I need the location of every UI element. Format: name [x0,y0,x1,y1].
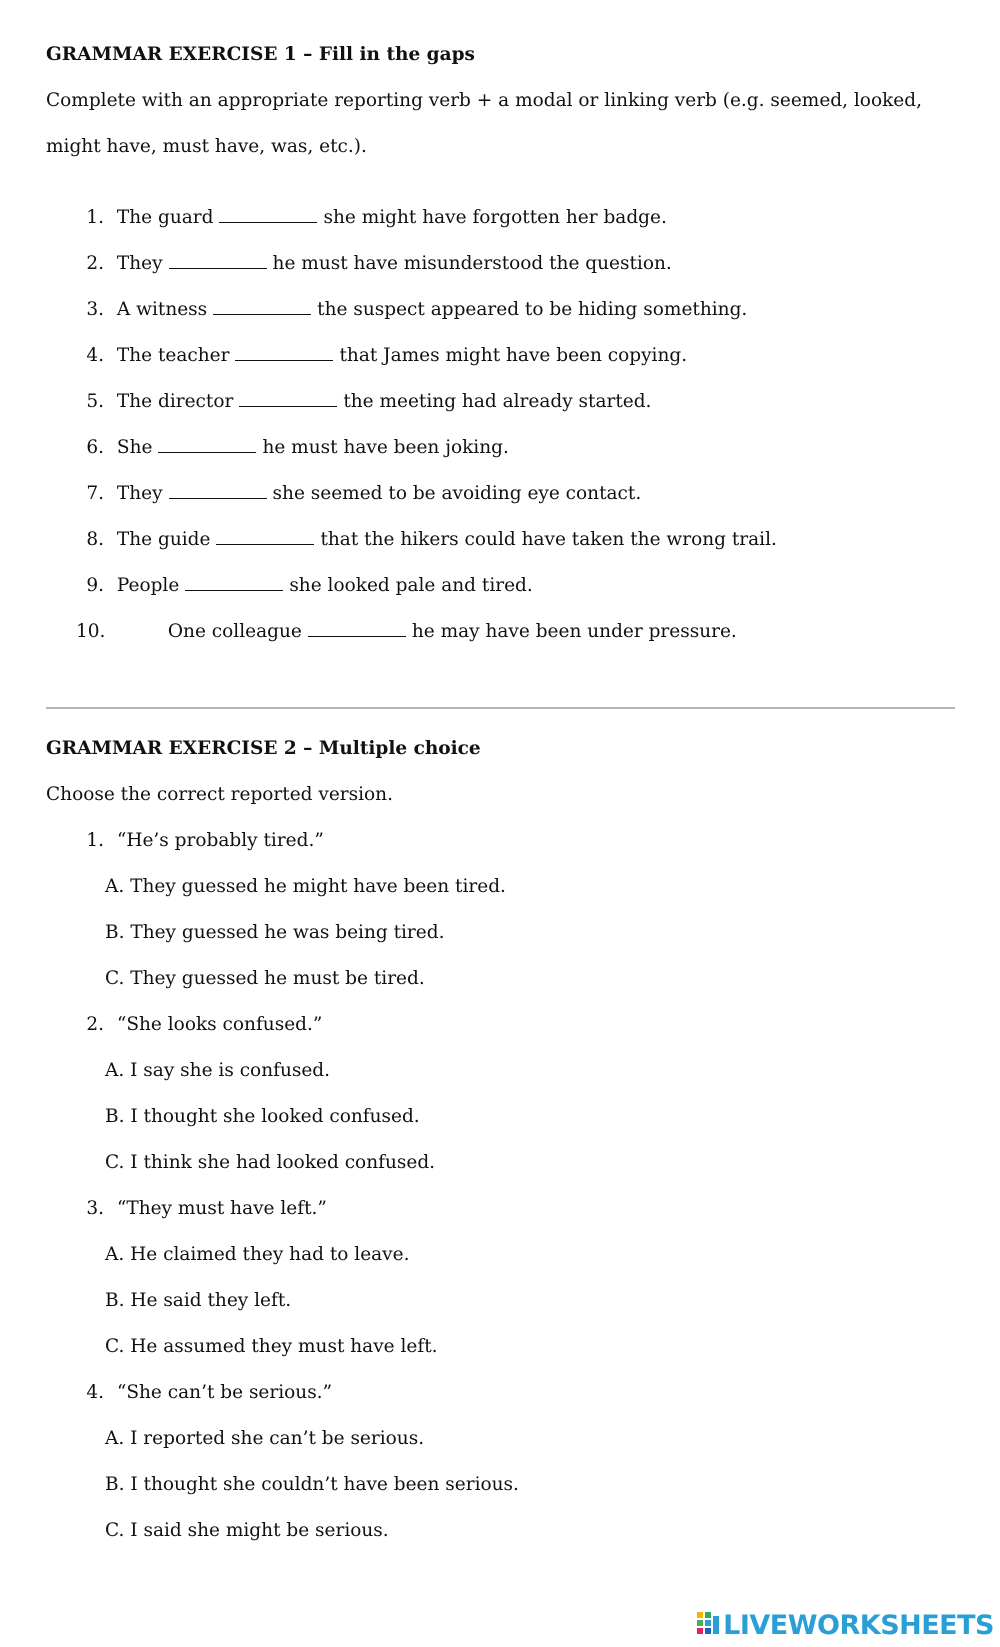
mc-option-a[interactable]: A. He claimed they had to leave. [105,1244,410,1265]
mc-option-b[interactable]: B. They guessed he was being tired. [105,922,445,943]
answer-blank[interactable] [219,206,317,223]
item-text-after: she seemed to be avoiding eye contact. [272,483,642,504]
item-text-before: One colleague [167,621,302,642]
item-number: 6. [86,437,104,458]
mc-option-b[interactable]: B. He said they left. [105,1290,292,1311]
liveworksheets-brand: LIVEWORKSHEETS [723,1609,994,1641]
answer-blank[interactable] [169,252,267,269]
question-number: 1. [86,830,104,851]
answer-blank[interactable] [216,528,314,545]
item-text-after: that the hikers could have taken the wrong trail. [320,529,777,550]
item-text-before: They [116,253,163,274]
mc-question [76,1198,327,1219]
question-quote: “She looks confused.” [116,1014,323,1035]
answer-blank[interactable] [158,436,256,453]
fill-item [76,482,641,504]
question-number: 3. [86,1198,104,1219]
question-number: 4. [86,1382,104,1403]
item-text-after: that James might have been copying. [339,345,688,366]
item-number: 1. [86,207,104,228]
fill-item [76,206,667,228]
item-text-before: They [116,483,163,504]
item-text-before: A witness [116,299,208,320]
item-text-before: The teacher [116,345,230,366]
answer-blank[interactable] [235,344,333,361]
item-text-after: she might have forgotten her badge. [323,207,667,228]
answer-blank[interactable] [213,298,311,315]
question-number: 2. [86,1014,104,1035]
item-text-before: The director [116,391,234,412]
item-text-before: People [116,575,180,596]
fill-item [76,436,509,458]
mc-option-a[interactable]: A. They guessed he might have been tired. [105,876,506,897]
item-number: 8. [86,529,104,550]
answer-blank[interactable] [308,620,406,637]
answer-blank[interactable] [169,482,267,499]
mc-option-b[interactable]: B. I thought she couldn’t have been serious. [105,1474,519,1495]
item-number: 7. [86,483,104,504]
fill-item [76,298,747,320]
answer-blank[interactable] [185,574,283,591]
fill-item [76,252,672,274]
answer-blank[interactable] [239,390,337,407]
item-number: 3. [86,299,104,320]
item-text-after: the meeting had already started. [343,391,652,412]
liveworksheets-logo [697,1610,994,1640]
item-number: 5. [86,391,104,412]
mc-question [76,1014,322,1035]
fill-item [76,390,651,412]
mc-option-a[interactable]: A. I say she is confused. [105,1060,331,1081]
item-text-before: The guard [116,207,214,228]
item-number: 9. [86,575,104,596]
mc-question [76,1382,332,1403]
fill-item [76,344,687,366]
exercise-2-instructions: Choose the correct reported version. [46,784,393,805]
fill-item [76,528,777,550]
item-number: 10. [76,621,106,642]
exercise-1-instructions-line2: might have, must have, was, etc.). [46,136,367,157]
item-text-after: she looked pale and tired. [289,575,533,596]
fill-item [76,574,533,596]
mc-option-c[interactable]: C. They guessed he must be tired. [105,968,425,989]
item-number: 4. [86,345,104,366]
question-quote: “She can’t be serious.” [116,1382,333,1403]
liveworksheets-logo-icon [697,1612,721,1638]
item-text-after: he must have been joking. [262,437,509,458]
item-text-after: he may have been under pressure. [411,621,737,642]
mc-question [76,830,324,851]
exercise-2-title: GRAMMAR EXERCISE 2 – Multiple choice [46,738,481,759]
mc-option-b[interactable]: B. I thought she looked confused. [105,1106,420,1127]
question-quote: “He’s probably tired.” [116,830,324,851]
mc-option-c[interactable]: C. I said she might be serious. [105,1520,389,1541]
mc-option-c[interactable]: C. I think she had looked confused. [105,1152,436,1173]
question-quote: “They must have left.” [116,1198,327,1219]
item-text-before: The guide [116,529,211,550]
item-text-before: She [116,437,153,458]
exercise-1-instructions-line1: Complete with an appropriate reporting verb + a modal or linking verb (e.g. seemed, looked, [46,90,922,111]
item-text-after: the suspect appeared to be hiding something. [317,299,748,320]
fill-item [76,620,737,642]
section-divider [46,707,955,709]
item-text-after: he must have misunderstood the question. [272,253,672,274]
mc-option-a[interactable]: A. I reported she can’t be serious. [105,1428,425,1449]
item-number: 2. [86,253,104,274]
exercise-1-title: GRAMMAR EXERCISE 1 – Fill in the gaps [46,44,475,65]
mc-option-c[interactable]: C. He assumed they must have left. [105,1336,438,1357]
